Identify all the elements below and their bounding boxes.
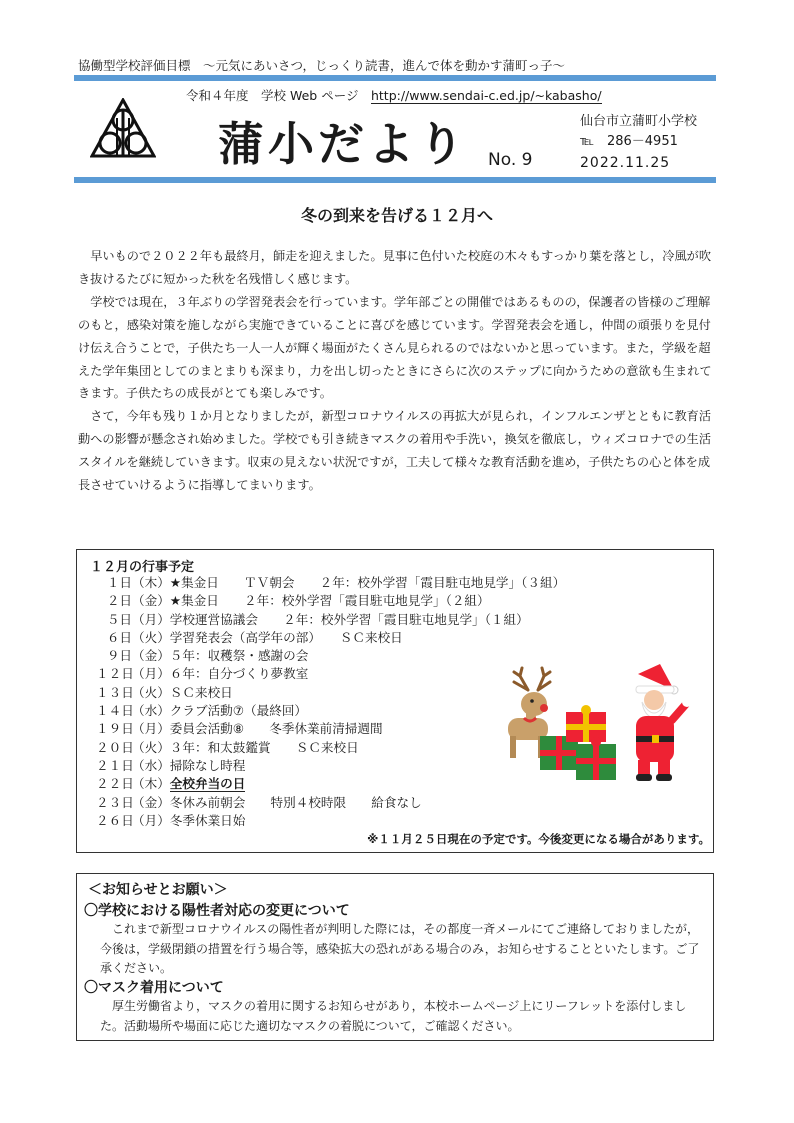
- web-prefix: 令和４年度 学校 Web ページ: [186, 88, 359, 103]
- event-day: ２２日: [96, 776, 134, 792]
- event-item: [96, 812, 565, 830]
- notice-section-title-mask: 〇マスク着用について: [84, 980, 224, 996]
- event-day: １４日: [96, 703, 134, 719]
- event-item: [96, 629, 565, 647]
- event-item: [96, 794, 565, 812]
- event-highlight: 全校弁当の日: [169, 776, 246, 792]
- event-day: ６日: [106, 629, 132, 645]
- event-item: [96, 574, 565, 592]
- event-text: （水）掃除なし時程: [132, 757, 246, 773]
- event-text: （月）委員会活動⑧ 冬季休業前清掃週間: [132, 721, 383, 737]
- issue-date: 2022.11.25: [580, 155, 671, 171]
- school-emblem-icon: [90, 98, 156, 164]
- christmas-illustration-icon: [488, 660, 700, 790]
- web-line: [186, 86, 602, 104]
- events-note: ※１１月２５日現在の予定です。今後変更になる場合があります。: [367, 832, 710, 846]
- event-day: １９日: [96, 721, 134, 737]
- event-day: １２日: [96, 666, 134, 682]
- newsletter-title: 蒲小だより: [218, 117, 468, 171]
- issue-number: No. 9: [488, 150, 533, 170]
- header-divider-top: [74, 75, 716, 81]
- article-heading: 冬の到来を告げる１２月へ: [300, 206, 493, 225]
- presents-icon: [540, 705, 616, 780]
- event-day: ２３日: [96, 794, 134, 810]
- notice-section-text-positive-case: これまで新型コロナウイルスの陽性者が判明した際には，その都度一斉メールにてご連絡しておりましたが，今後は，学級閉鎖の措置を行う場合等，感染拡大の恐れがある場合のみ，お知らせすることといたします。ご了承ください。: [100, 922, 700, 975]
- event-day: ９日: [106, 648, 132, 664]
- event-day: １３日: [96, 684, 134, 700]
- web-url-link[interactable]: http://www.sendai-c.ed.jp/~kabasho/: [370, 88, 602, 103]
- notice-title: ＜お知らせとお願い＞: [88, 882, 228, 898]
- article-paragraph: 早いもので２０２２年も最終月，師走を迎えました。見事に色付いた校庭の木々もすっかり葉を落とし，冷風が吹き抜けるたびに短かった秋を名残惜しく感じます。: [78, 249, 712, 286]
- event-text: （金）冬休み前朝会 特別４校時限 給食なし: [132, 794, 422, 810]
- event-text: （金）★集金日 ２年：校外学習「霞目駐屯地見学」（２組）: [132, 593, 490, 609]
- event-text: （水）クラブ活動⑦（最終回）: [132, 703, 308, 719]
- event-day: ２日: [106, 593, 132, 609]
- notice-section-text-mask: 厚生労働省より，マスクの着用に関するお知らせがあり，本校ホームページ上にリーフレットを添付しました。活動場所や場面に応じた適切なマスクの着脱について，ご確認ください。: [100, 999, 687, 1033]
- event-day: ５日: [106, 611, 132, 627]
- notice-section-title-positive-case: 〇学校における陽性者対応の変更について: [84, 903, 350, 919]
- event-item: [96, 611, 565, 629]
- header-divider-bottom: [74, 177, 716, 183]
- event-text: （火）学習発表会（高学年の部） ＳＣ来校日: [132, 629, 403, 645]
- event-text: （月）６年：自分づくり夢教室: [132, 666, 309, 682]
- santa-icon: [636, 664, 692, 781]
- event-day: ２１日: [96, 757, 134, 773]
- event-day: ２０日: [96, 739, 134, 755]
- event-text: （木）★集金日 ＴＶ朝会 ２年：校外学習「霞目駐屯地見学」（３組）: [132, 575, 566, 590]
- event-text: （火）ＳＣ来校日: [132, 684, 233, 700]
- telephone: ℡ 286－4951: [580, 134, 678, 149]
- event-text: （木）: [132, 776, 170, 792]
- event-text: （月）学校運営協議会 ２年：校外学習「霞目駐屯地見学」（１組）: [132, 611, 529, 627]
- article-paragraph: さて，今年も残り１か月となりましたが，新型コロナウイルスの再拡大が見られ，インフルエンザとともに教育活動への影響が懸念され始めました。学校でも引き続きマスクの着用や手洗い，換気を徹底し，ウィズコロナでの生活スタイルを継続していきます。収束の見えない状況ですが，工夫して様々な教育活動を進め，子供たちの心と体を成長させていけるように指導してまいります。: [78, 409, 712, 493]
- event-text: （金）５年：収穫祭・感謝の会: [132, 648, 309, 664]
- school-name: 仙台市立蒲町小学校: [580, 114, 698, 129]
- article-paragraph: 学校では現在，３年ぶりの学習発表会を行っています。学年部ごとの開催ではあるものの，保護者の皆様のご理解のもと，感染対策を施しながら実施できていることに喜びを感じています。学習発表会を通し，仲間の頑張りを見付け伝え合うことで，子供たち一人一人が輝く場面がたくさん見られるのではないかと思っています。また，学級を超えた学年集団としてのまとまりも深まり，力を出し切ったときにさらに次のステップに向かうための意欲も生まれてきます。子供たちの成長がとても楽しみです。: [78, 294, 712, 401]
- event-day: １日: [106, 575, 132, 590]
- school-motto: 協働型学校評価目標 ～元気にあいさつ，じっくり読書，進んで体を動かす蒲町っ子～: [78, 58, 566, 73]
- article-body: [78, 245, 718, 497]
- event-item: [96, 592, 565, 610]
- event-text: （火）３年：和太鼓鑑賞 ＳＣ来校日: [132, 739, 359, 755]
- events-title: １２月の行事予定: [90, 560, 195, 575]
- event-text: （月）冬季休業日始: [132, 812, 246, 828]
- event-day: ２６日: [96, 812, 134, 828]
